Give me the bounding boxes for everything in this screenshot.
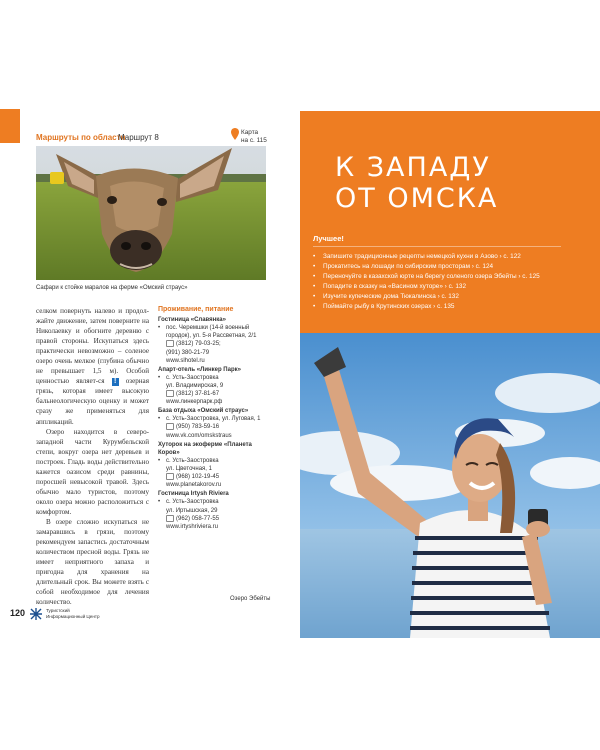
lodging-website-link[interactable] — [158, 481, 270, 489]
lodging-detail — [158, 415, 270, 423]
bullet-icon: • — [313, 293, 316, 300]
phone-icon — [166, 473, 174, 480]
phone-icon — [166, 340, 174, 347]
lodging-detail — [158, 382, 270, 390]
chapter-title-line1: К ЗАПАДУ — [335, 152, 491, 183]
lodging-detail-text: (991) 380-21-79 — [166, 349, 210, 356]
lodging-entries — [158, 316, 270, 531]
bullet-icon: • — [313, 263, 316, 270]
chapter-title — [335, 152, 498, 214]
left-page-tab — [0, 109, 20, 143]
best-item-text: Запишите традиционные рецепты немецкой кухни в Азово › с. 122 — [323, 253, 521, 260]
best-list-item — [313, 272, 573, 282]
best-item-text: Изучите купеческие дома Тюкалинска › с. 132 — [323, 293, 459, 300]
lodging-detail-text: www.vk.com/omskstraus — [166, 432, 232, 439]
best-list-item — [313, 252, 573, 262]
lodging-detail-text: (968) 102-19-45 — [176, 474, 220, 481]
photo-caption: Сафари к стойке маралов на ферме «Омский страус» — [36, 285, 188, 291]
lodging-website-link[interactable] — [158, 432, 270, 440]
lodging-detail-text: с. Усть-Заостровка — [166, 374, 219, 381]
lodging-detail-text: (3812) 79-03-25; — [176, 341, 221, 348]
best-item-text: Поймайте рыбу в Крутинских озерах › с. 135 — [323, 303, 455, 310]
lodging-name: Хуторок на экоферме «Планета Коров» — [158, 441, 252, 456]
bullet-icon: • — [313, 283, 316, 290]
lodging-website-link[interactable] — [158, 523, 270, 531]
body-text-column — [36, 306, 149, 607]
lodging-entry — [158, 407, 270, 439]
route-label: Маршрут 8 — [118, 133, 159, 142]
lodging-detail-text: с. Усть-Заостровка, ул. Луговая, 1 — [166, 416, 261, 423]
map-ref-line1: Карта — [241, 129, 259, 136]
lodging-entry — [158, 441, 270, 490]
best-list-item — [313, 292, 573, 302]
map-ref-line2: на с. 115 — [241, 137, 267, 144]
phone-icon — [166, 515, 174, 522]
bullet-marker: • — [158, 457, 161, 464]
bullet-marker: • — [158, 325, 161, 332]
deer-photo — [36, 146, 266, 280]
best-list — [313, 252, 573, 312]
logo-line1: Туристский — [46, 608, 70, 613]
lodging-website-link[interactable] — [158, 357, 270, 365]
lodging-detail-text: с. Усть-Заостровка — [166, 499, 219, 506]
body-paragraph-1b: озерная грязь, которая имеет высокую бальнеологическую оценку и может сразу же применяться для аппликаций. — [36, 377, 149, 426]
phone-icon — [166, 423, 174, 430]
lodging-detail-text: www.planetakorov.ru — [166, 482, 222, 489]
lodging-detail — [158, 324, 270, 340]
bullet-icon: • — [313, 303, 316, 310]
lodging-heading: Проживание, питание — [158, 306, 234, 313]
body-paragraph-2: Озеро находится в северо-западной части Курумбельской степи, вокруг озера нет деревьев и построек. Гладь воды действительно кажется оазисом среди равнины, поросшей невысокой травой. Здесь обычно мало туристов, поэтому около озера можно расположиться с комфортом. — [36, 427, 149, 516]
lodging-detail-text: ул. Цветочная, 1 — [166, 466, 212, 473]
lodging-detail-text: www.slhotel.ru — [166, 357, 205, 364]
bullet-icon: • — [313, 253, 316, 260]
lodging-column — [158, 306, 270, 531]
bullet-icon: • — [313, 273, 316, 280]
best-list-item — [313, 262, 573, 272]
best-item-text: Попадите в сказку на «Васином хуторе» › с. 132 — [323, 283, 466, 290]
lodging-detail-text: www.irtyshriviera.ru — [166, 523, 219, 530]
lodging-detail-text: ул. Владимирская, 9 — [166, 382, 224, 389]
lodging-name: Апарт-отель «Линкер Парк» — [158, 366, 241, 373]
body-paragraph-1 — [36, 306, 149, 427]
lodging-detail-text: ул. Иртышская, 29 — [166, 507, 218, 514]
best-heading: Лучшее! — [313, 234, 344, 243]
lodging-detail-text: с. Усть-Заостровка — [166, 457, 219, 464]
tic-logo-icon — [30, 608, 42, 620]
bullet-marker: • — [158, 499, 161, 506]
lodging-detail — [158, 390, 270, 398]
lodging-detail — [158, 374, 270, 382]
best-item-text: Прокатитесь на лошади по сибирским просторам › с. 124 — [323, 263, 494, 270]
lodging-detail — [158, 498, 270, 506]
best-divider — [313, 246, 561, 247]
lodging-name: Гостиница «Славянка» — [158, 317, 226, 324]
bullet-marker: • — [158, 374, 161, 381]
body-paragraph-1a: селком повернуть налево и продол-жайте движение, затем поверните на Николаевку и обогните деревню с правой стороны. Искупаться здесь практически невозможно – соленое озеро очень мелкое (глубина обычно не превышает 1,5 м). Особой ценностью являет-ся — [36, 307, 149, 386]
map-reference[interactable] — [241, 129, 267, 145]
best-list-item — [313, 302, 573, 312]
lodging-name: Гостиница Irtysh Riviera — [158, 491, 229, 498]
lodging-entry — [158, 366, 270, 407]
lodging-entry — [158, 316, 270, 365]
phone-icon — [166, 390, 174, 397]
lodging-detail — [158, 515, 270, 523]
bullet-marker: • — [158, 416, 161, 423]
lodging-detail-text: (3812) 37-81-67 — [176, 391, 220, 398]
lodging-name: База отдыха «Омский страус» — [158, 408, 249, 415]
lodging-detail — [158, 423, 270, 431]
info-icon: ! — [112, 378, 119, 386]
lodging-detail — [158, 457, 270, 465]
lodging-entry — [158, 490, 270, 531]
page-number: 120 — [10, 608, 26, 618]
section-title: Маршруты по области — [36, 133, 126, 142]
lodging-detail — [158, 507, 270, 515]
woman-at-lake-photo — [300, 333, 600, 638]
lodging-detail — [158, 349, 270, 357]
lake-caption: Озеро Эбейты — [230, 596, 271, 602]
lodging-detail — [158, 473, 270, 481]
map-pin-icon — [231, 128, 239, 140]
best-item-text: Переночуйте в казахской юрте на берегу соленого озера Эбейты › с. 125 — [323, 273, 540, 280]
chapter-title-line2: ОТ ОМСКА — [335, 183, 499, 214]
lodging-detail-text: (962) 058-77-55 — [176, 515, 220, 522]
body-paragraph-3: В озере сложно искупаться не замаравшись в грязи, поэтому рекомендуем запастись достаточным количеством пресной воды. Грязь не имеет неприятного запаха и пригодна для хранения на длительный срок. Вы можете взять с собой необходимое для лечения количество. — [36, 517, 149, 607]
logo-text — [46, 608, 100, 619]
best-list-item — [313, 282, 573, 292]
lodging-detail-text: www.линкерпарк.рф — [166, 399, 223, 406]
lodging-detail-text: пос. Черемшки (14-й военный городок), ул. 5-я Рассветная, 2/1 — [166, 325, 257, 340]
logo-line2: Информационный Центр — [46, 613, 100, 619]
lodging-detail — [158, 465, 270, 473]
lodging-website-link[interactable] — [158, 398, 270, 406]
lodging-detail-text: (950) 783-59-16 — [176, 424, 220, 431]
lodging-detail — [158, 340, 270, 348]
